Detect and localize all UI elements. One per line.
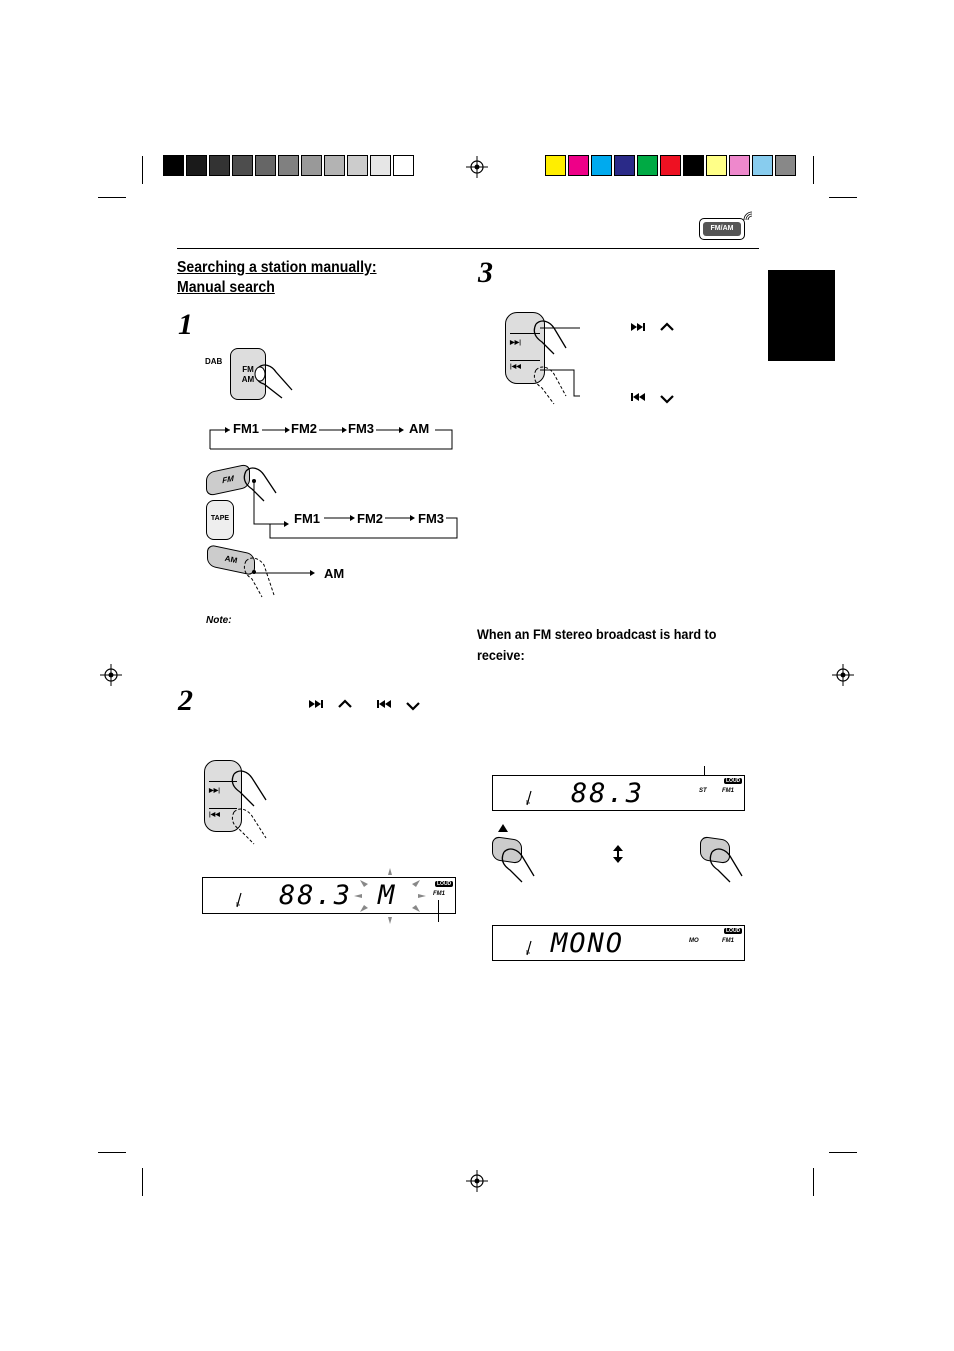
color-swatch: [591, 155, 612, 176]
section-title-line2: Manual search: [177, 279, 275, 296]
tape-button[interactable]: [206, 500, 234, 540]
lcd-frequency: 88.3: [571, 778, 645, 809]
fm-am-badge: [699, 218, 745, 240]
fm-cycle-fm1: FM1: [294, 511, 320, 526]
lcd-display-stereo: [492, 775, 745, 811]
cycle-fm2: FM2: [291, 421, 317, 436]
gray-swatch: [370, 155, 391, 176]
fm-cycle-fm3: FM3: [418, 511, 444, 526]
skip-forward-up-icon: [309, 697, 355, 711]
signal-level-icon: [235, 892, 243, 908]
tape-button-label: TAPE: [210, 515, 230, 522]
color-swatch: [706, 155, 727, 176]
gray-swatch: [186, 155, 207, 176]
am-label: AM: [324, 566, 345, 581]
callout-lines: [540, 320, 590, 400]
color-swatch: [568, 155, 589, 176]
lcd-band: FM1: [433, 891, 445, 897]
lcd-band: FM1: [722, 938, 734, 944]
registration-target-icon: [100, 664, 122, 686]
gray-registration-bar: [163, 155, 416, 176]
am-button-label: AM: [224, 553, 238, 566]
lcd-manual-indicator: M: [378, 880, 397, 911]
lcd-frequency: 88.3: [279, 880, 353, 911]
lcd-mono-text: MONO: [551, 928, 625, 959]
fm-stereo-title: [477, 624, 716, 666]
header-rule: [177, 248, 759, 249]
color-swatch: [752, 155, 773, 176]
skip-back-down-icon: [377, 697, 423, 713]
crop-mark: [98, 197, 126, 198]
color-swatch: [660, 155, 681, 176]
language-tab: [768, 270, 835, 361]
lcd-loud-indicator: LOUD: [726, 778, 741, 784]
signal-level-icon: [525, 790, 533, 806]
finger-icon: [706, 846, 746, 886]
band-cycle-diagram: [205, 419, 455, 451]
finger-icon: [228, 768, 270, 808]
color-swatch: [683, 155, 704, 176]
callout-line: [438, 900, 439, 922]
step-1-number: 1: [178, 308, 193, 341]
crop-mark: [829, 1152, 857, 1153]
lcd-stereo-indicator: ST: [699, 788, 707, 794]
signal-waves-icon: [742, 208, 756, 222]
crop-mark: [813, 1168, 814, 1196]
fm-stereo-title-line1: When an FM stereo broadcast is hard to: [477, 626, 717, 642]
cycle-am: AM: [409, 421, 430, 436]
crop-mark: [142, 156, 143, 184]
toggle-arrows-icon: [612, 845, 624, 863]
finger-icon: [498, 846, 538, 886]
color-swatch: [729, 155, 750, 176]
fm-button-label: FM: [222, 473, 234, 486]
blink-rays-icon: [350, 866, 430, 926]
color-swatch: [637, 155, 658, 176]
crop-mark: [98, 1152, 126, 1153]
fm-stereo-title-line2: receive:: [477, 647, 525, 663]
registration-target-icon: [832, 664, 854, 686]
gray-swatch: [324, 155, 345, 176]
section-title-line1: Searching a station manually:: [177, 259, 377, 276]
tuner-button[interactable]: ▶▶| |◀◀: [204, 760, 242, 832]
finger-icon: [250, 360, 295, 400]
step-2-number: 2: [178, 684, 193, 717]
gray-swatch: [255, 155, 276, 176]
finger-dashed-icon: [228, 806, 270, 846]
lcd-loud-indicator: LOUD: [726, 928, 741, 934]
signal-level-icon: [525, 940, 533, 956]
gray-swatch: [232, 155, 253, 176]
skip-forward-up-icon: [631, 320, 677, 334]
registration-target-icon: [466, 156, 488, 178]
badge-label: FM/AM: [703, 222, 741, 236]
lcd-mono-indicator: MO: [689, 938, 699, 944]
color-swatch: [775, 155, 796, 176]
dab-label: DAB: [205, 357, 223, 366]
crop-mark: [829, 197, 857, 198]
fm-am-button-line2: AM: [241, 375, 255, 384]
gray-swatch: [347, 155, 368, 176]
gray-swatch: [209, 155, 230, 176]
color-registration-bar: [545, 155, 798, 176]
cycle-fm1: FM1: [233, 421, 259, 436]
gray-swatch: [163, 155, 184, 176]
crop-mark: [142, 1168, 143, 1196]
lcd-display-mono: [492, 925, 745, 961]
lcd-loud-indicator: LOUD: [437, 881, 452, 887]
note-label: Note:: [206, 615, 232, 626]
gray-swatch: [301, 155, 322, 176]
fm-cycle-fm2: FM2: [357, 511, 383, 526]
am-arrow: [254, 568, 316, 578]
section-title: [177, 258, 377, 298]
lcd-band: FM1: [722, 788, 734, 794]
crop-mark: [813, 156, 814, 184]
step-3-number: 3: [478, 256, 493, 289]
fm-cycle-diagram: [250, 480, 460, 542]
fm-am-button-line1: FM: [242, 365, 254, 374]
gray-swatch: [393, 155, 414, 176]
tuner-button-step3[interactable]: ▶▶| |◀◀: [505, 312, 545, 384]
up-triangle-icon: [497, 823, 509, 833]
color-swatch: [614, 155, 635, 176]
skip-back-down-icon: [631, 390, 677, 406]
cycle-fm3: FM3: [348, 421, 374, 436]
registration-target-icon: [466, 1170, 488, 1192]
gray-swatch: [278, 155, 299, 176]
color-swatch: [545, 155, 566, 176]
